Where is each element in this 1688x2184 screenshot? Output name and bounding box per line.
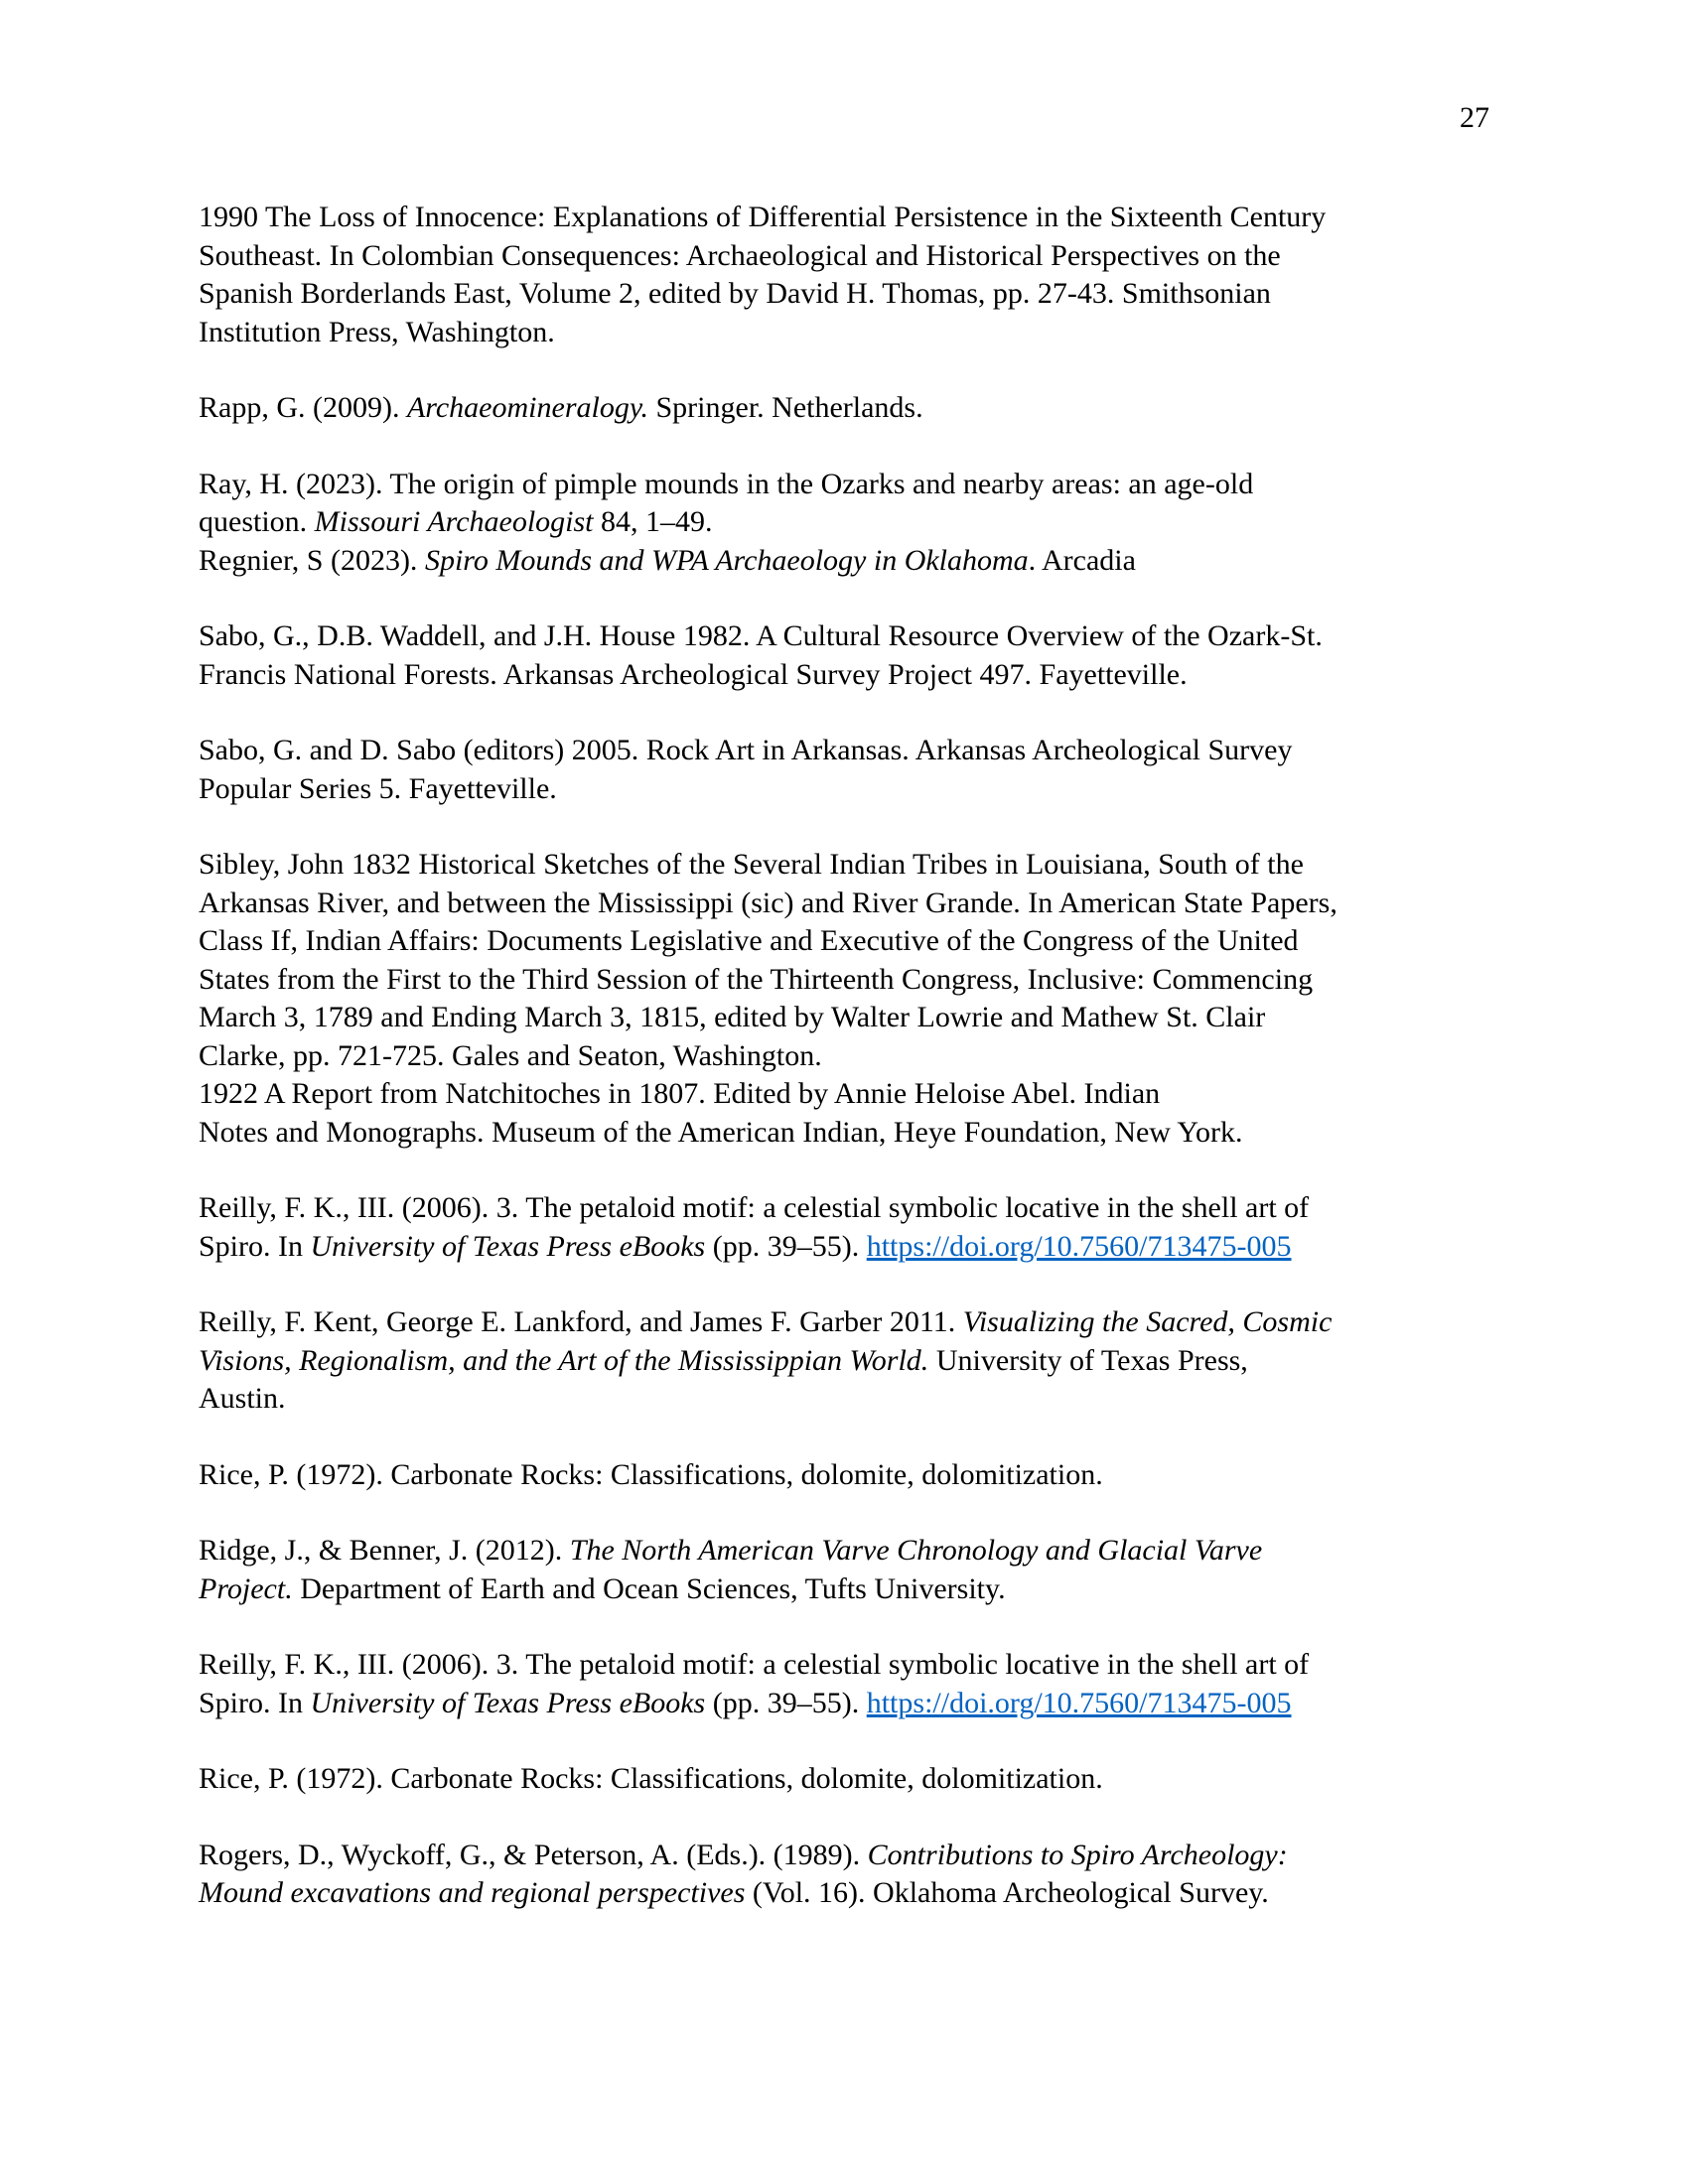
title-italic: Project.: [199, 1571, 293, 1605]
title-italic: Visualizing the Sacred, Cosmic: [962, 1305, 1333, 1338]
reference-line: March 3, 1789 and Ending March 3, 1815, edited by Walter Lowrie and Mathew St. Clair: [199, 1001, 1266, 1033]
reference-entry: [199, 732, 1489, 808]
reference-line: Sibley, John 1832 Historical Sketches of the Several Indian Tribes in Louisiana, South of the: [199, 848, 1304, 881]
reference-line: Ray, H. (2023). The origin of pimple mounds in the Ozarks and nearby areas: an age-old: [199, 467, 1254, 500]
title-italic: The North American Varve Chronology and Glacial Varve: [569, 1534, 1263, 1567]
title-italic: Visions, Regionalism, and the Art of the Mississippian World.: [199, 1343, 929, 1377]
reference-line: 1922 A Report from Natchitoches in 1807. Edited by Annie Heloise Abel. Indian: [199, 1077, 1161, 1110]
reference-line: Clarke, pp. 721-725. Gales and Seaton, Washington.: [199, 1038, 822, 1072]
reference-entry: [199, 466, 1489, 542]
reference-line: Spanish Borderlands East, Volume 2, edited by David H. Thomas, pp. 27-43. Smithsonian: [199, 277, 1271, 310]
reference-line: Rapp, G. (2009). Archaeomineralogy. Springer. Netherlands.: [199, 391, 923, 424]
reference-line: States from the First to the Third Session of the Thirteenth Congress, Inclusive: Commencing: [199, 962, 1314, 996]
reference-entry: [199, 1189, 1489, 1266]
reference-line: Francis National Forests. Arkansas Archeological Survey Project 497. Fayetteville.: [199, 657, 1188, 691]
reference-line: question. Missouri Archaeologist 84, 1–49.: [199, 505, 713, 538]
page-number: 27: [1460, 101, 1489, 134]
reference-line: Southeast. In Colombian Consequences: Archaeological and Historical Perspectives on the: [199, 238, 1281, 272]
reference-line: Regnier, S (2023). Spiro Mounds and WPA Archaeology in Oklahoma. Arcadia: [199, 543, 1136, 577]
reference-line: Reilly, F. K., III. (2006). 3. The petaloid motif: a celestial symbolic locative in the shell art of: [199, 1648, 1310, 1681]
journal-italic: Missouri Archaeologist: [314, 505, 594, 538]
reference-line: Reilly, F. K., III. (2006). 3. The petaloid motif: a celestial symbolic locative in the shell art of: [199, 1191, 1310, 1224]
title-italic: University of Texas Press eBooks: [310, 1229, 706, 1263]
reference-line: Notes and Monographs. Museum of the American Indian, Heye Foundation, New York.: [199, 1115, 1243, 1149]
reference-entry: [199, 542, 1489, 581]
reference-list: [199, 199, 1489, 1913]
reference-line: Rice, P. (1972). Carbonate Rocks: Classifications, dolomite, dolomitization.: [199, 1457, 1103, 1491]
reference-line: Mound excavations and regional perspectives (Vol. 16). Oklahoma Archeological Survey.: [199, 1876, 1269, 1909]
reference-entry: [199, 1456, 1489, 1495]
reference-line: Class If, Indian Affairs: Documents Legislative and Executive of the Congress of the United: [199, 924, 1299, 957]
reference-line: Arkansas River, and between the Mississippi (sic) and River Grande. In American State Papers,: [199, 886, 1337, 919]
reference-line: Reilly, F. Kent, George E. Lankford, and James F. Garber 2011. Visualizing the Sacred, Cosmic: [199, 1305, 1333, 1338]
reference-line: Spiro. In University of Texas Press eBooks (pp. 39–55). https://doi.org/10.7560/713475-005: [199, 1229, 1292, 1263]
reference-line: Spiro. In University of Texas Press eBooks (pp. 39–55). https://doi.org/10.7560/713475-005: [199, 1686, 1292, 1719]
reference-line: Project. Department of Earth and Ocean Sciences, Tufts University.: [199, 1571, 1006, 1605]
reference-line: Popular Series 5. Fayetteville.: [199, 771, 557, 805]
doi-link[interactable]: https://doi.org/10.7560/713475-005: [866, 1686, 1292, 1719]
reference-line: Rogers, D., Wyckoff, G., & Peterson, A. (Eds.). (1989). Contributions to Spiro Archeology:: [199, 1838, 1288, 1871]
reference-entry: [199, 1646, 1489, 1722]
reference-line: Sabo, G. and D. Sabo (editors) 2005. Rock Art in Arkansas. Arkansas Archeological Survey: [199, 734, 1293, 766]
reference-entry: [199, 1303, 1489, 1419]
title-italic: University of Texas Press eBooks: [310, 1686, 706, 1719]
reference-entry: [199, 389, 1489, 428]
title-italic: Spiro Mounds and WPA Archaeology in Oklahoma: [424, 543, 1029, 577]
title-italic: Archaeomineralogy.: [406, 391, 648, 424]
reference-entry: [199, 199, 1489, 351]
reference-line: 1990 The Loss of Innocence: Explanations of Differential Persistence in the Sixteenth Century: [199, 201, 1327, 233]
reference-line: Ridge, J., & Benner, J. (2012). The North American Varve Chronology and Glacial Varve: [199, 1534, 1263, 1567]
reference-line: Sabo, G., D.B. Waddell, and J.H. House 1982. A Cultural Resource Overview of the Ozark-St.: [199, 619, 1323, 652]
doi-link[interactable]: https://doi.org/10.7560/713475-005: [866, 1229, 1292, 1263]
reference-line: Rice, P. (1972). Carbonate Rocks: Classifications, dolomite, dolomitization.: [199, 1762, 1103, 1795]
reference-entry: [199, 1760, 1489, 1799]
reference-line: Visions, Regionalism, and the Art of the Mississippian World. University of Texas Press,: [199, 1343, 1248, 1377]
title-italic: Contributions to Spiro Archeology:: [867, 1838, 1288, 1871]
title-italic: Mound excavations and regional perspectives: [199, 1876, 746, 1909]
reference-line: Institution Press, Washington.: [199, 315, 555, 348]
reference-entry: [199, 1075, 1489, 1152]
reference-entry: [199, 1837, 1489, 1913]
reference-entry: [199, 617, 1489, 694]
reference-entry: [199, 846, 1489, 1075]
reference-entry: [199, 1532, 1489, 1608]
reference-line: Austin.: [199, 1382, 286, 1415]
